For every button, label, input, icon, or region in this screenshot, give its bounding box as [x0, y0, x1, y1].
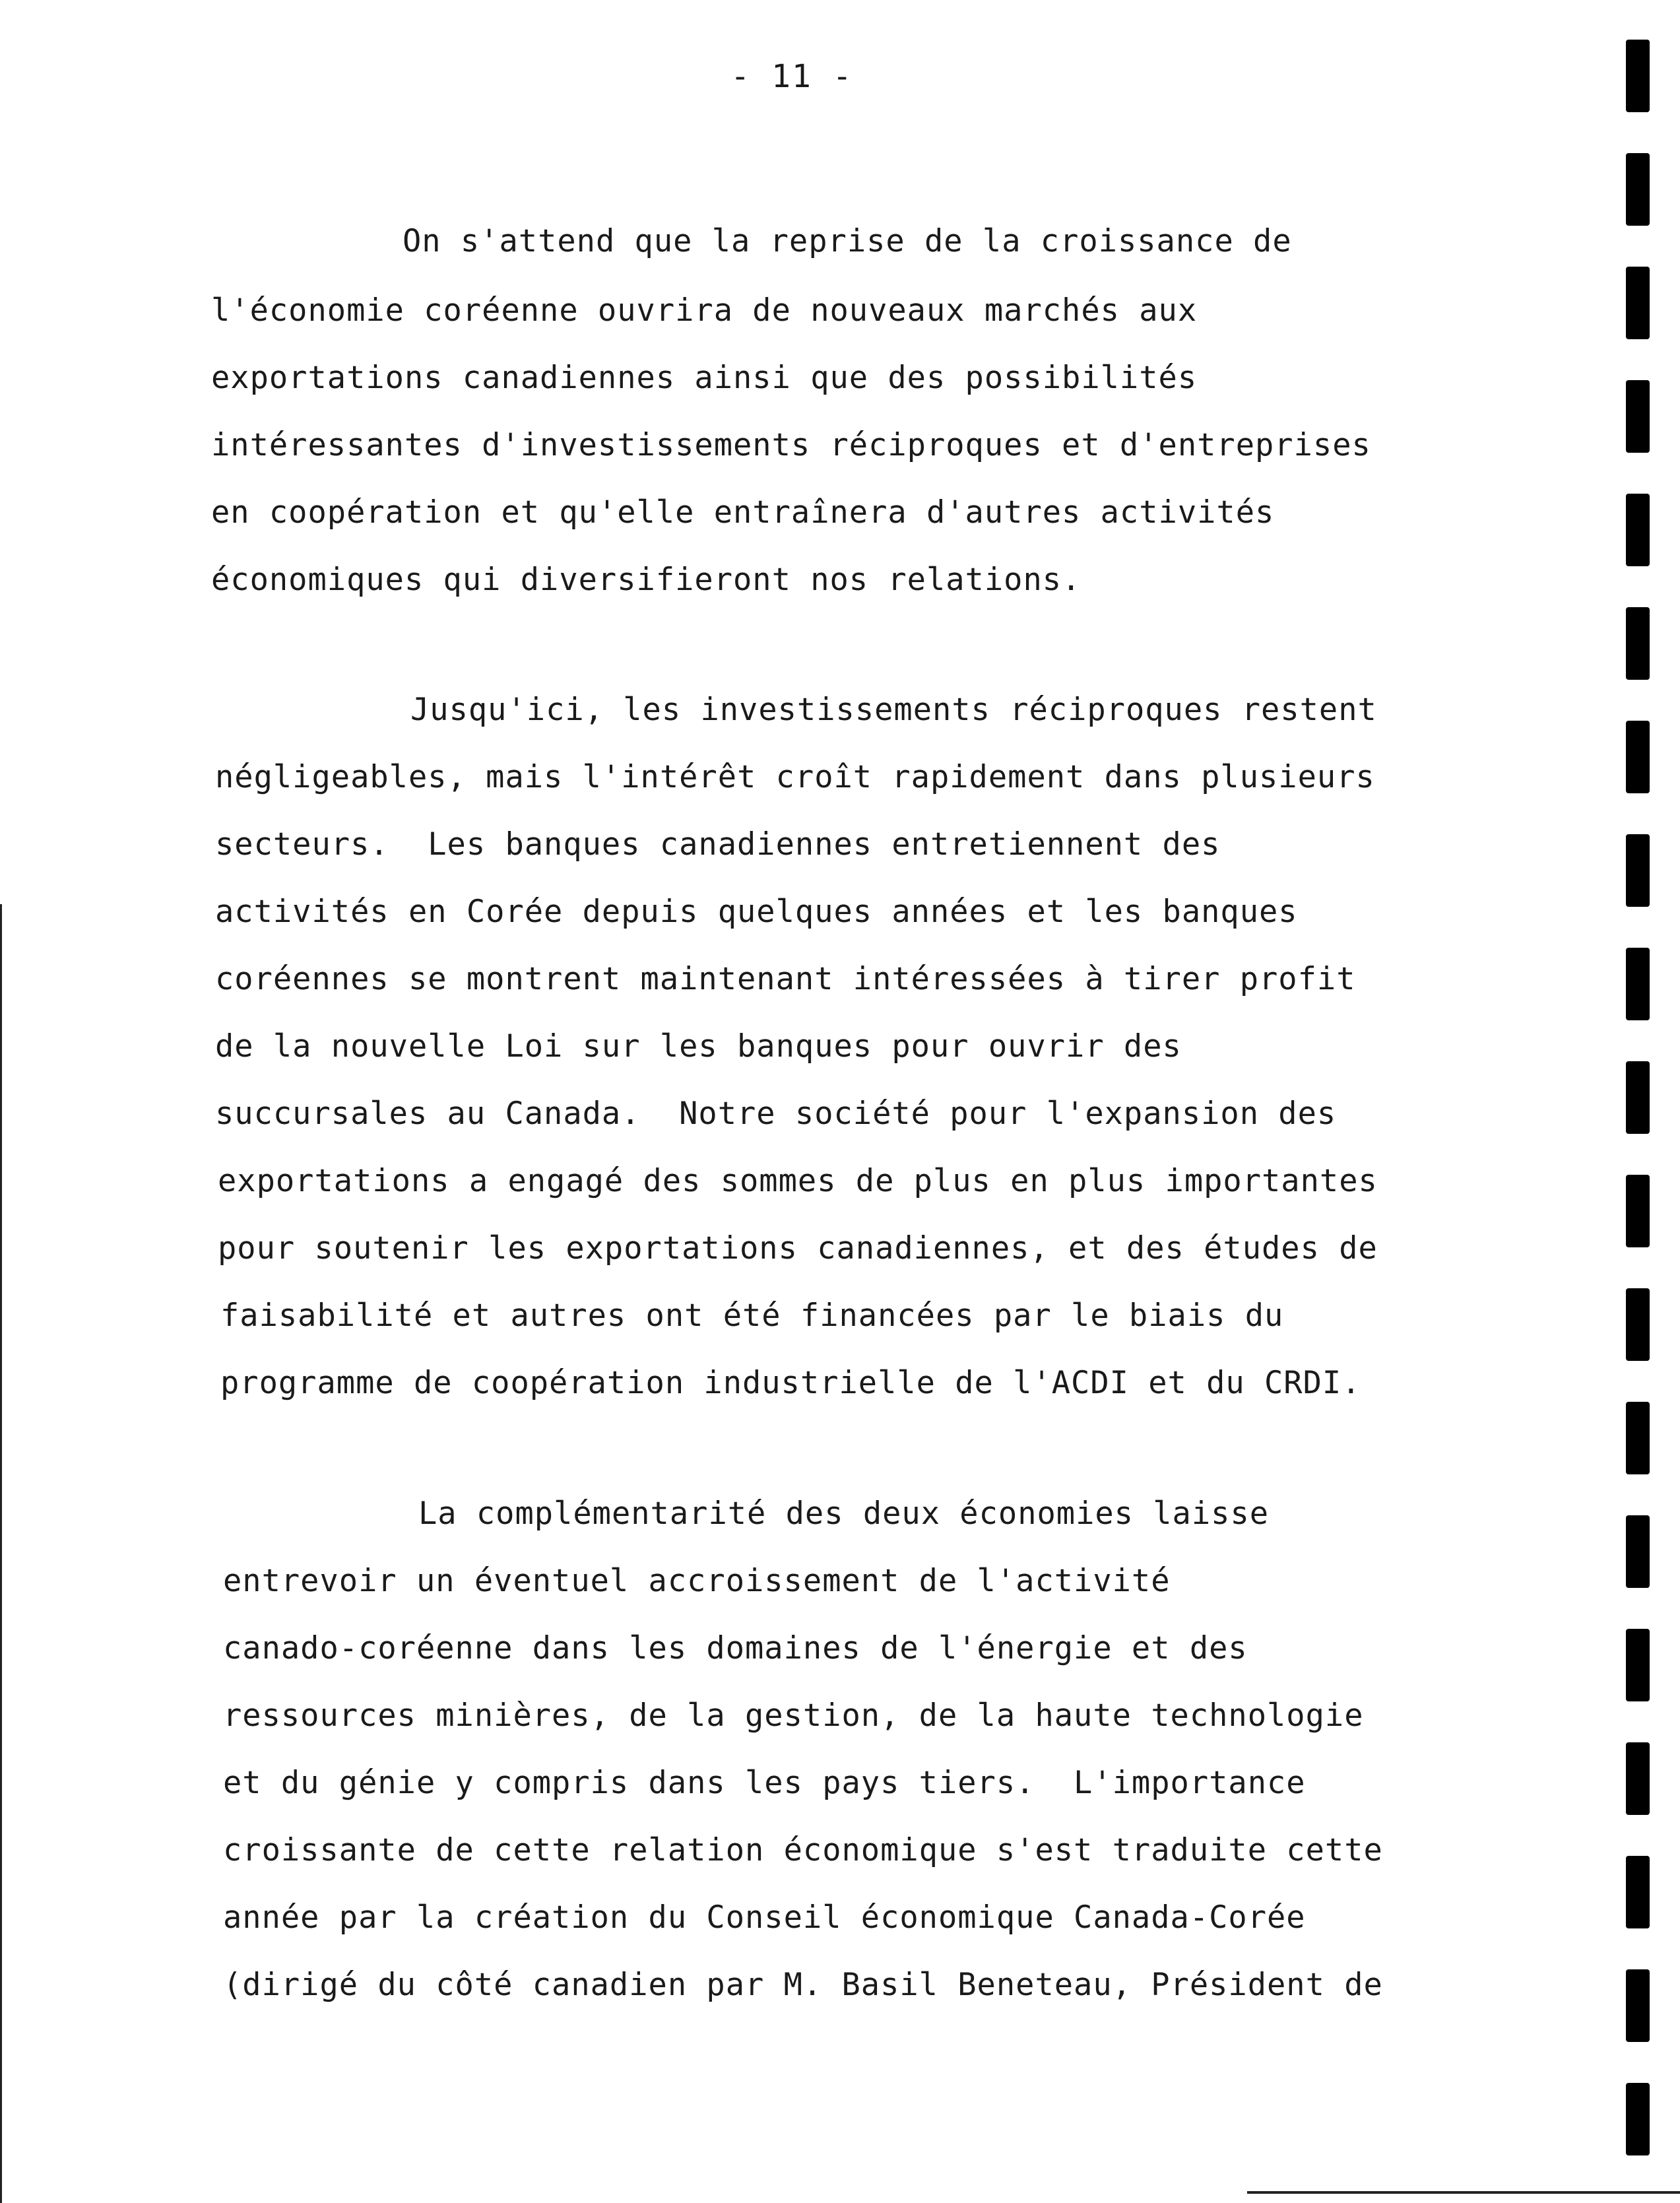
- text-line: pour soutenir les exportations canadiennes, et des études de: [218, 1230, 1378, 1266]
- binding-mark: [1626, 494, 1650, 566]
- binding-mark: [1626, 1969, 1650, 2042]
- binding-mark: [1626, 1742, 1650, 1815]
- page-number: - 11 -: [730, 58, 853, 95]
- binding-marks: [1601, 0, 1680, 2203]
- text-line: (dirigé du côté canadien par M. Basil Beneteau, Président de: [223, 1967, 1383, 2003]
- text-line: La complémentarité des deux économies laisse: [418, 1496, 1270, 1532]
- text-line: programme de coopération industrielle de l'ACDI et du CRDI.: [220, 1365, 1361, 1401]
- text-line: activités en Corée depuis quelques années et les banques: [215, 894, 1298, 930]
- text-line: ressources minières, de la gestion, de la haute technologie: [223, 1697, 1364, 1734]
- text-line: succursales au Canada. Notre société pour l'expansion des: [215, 1096, 1337, 1132]
- binding-mark: [1626, 2083, 1650, 2155]
- text-line: canado-coréenne dans les domaines de l'énergie et des: [223, 1630, 1248, 1666]
- text-line: coréennes se montrent maintenant intéressées à tirer profit: [215, 961, 1356, 997]
- text-line: de la nouvelle Loi sur les banques pour ouvrir des: [215, 1028, 1182, 1065]
- binding-mark: [1626, 267, 1650, 339]
- binding-mark: [1626, 1856, 1650, 1928]
- text-line: et du génie y compris dans les pays tiers. L'importance: [223, 1765, 1306, 1801]
- binding-mark: [1626, 1175, 1650, 1247]
- binding-mark: [1626, 1629, 1650, 1701]
- text-line: exportations a engagé des sommes de plus en plus importantes: [218, 1163, 1378, 1199]
- binding-mark: [1626, 721, 1650, 793]
- text-line: exportations canadiennes ainsi que des possibilités: [211, 360, 1198, 396]
- text-line: négligeables, mais l'intérêt croît rapidement dans plusieurs: [215, 759, 1375, 795]
- binding-mark: [1626, 948, 1650, 1020]
- binding-mark: [1626, 1061, 1650, 1134]
- binding-mark: [1626, 1288, 1650, 1361]
- text-line: croissante de cette relation économique s'est traduite cette: [223, 1832, 1383, 1868]
- text-line: en coopération et qu'elle entraînera d'autres activités: [211, 494, 1275, 531]
- text-line: économiques qui diversifieront nos relations.: [211, 562, 1082, 598]
- text-line: intéressantes d'investissements réciproques et d'entreprises: [211, 427, 1371, 463]
- text-line: l'économie coréenne ouvrira de nouveaux marchés aux: [211, 292, 1198, 329]
- text-line: faisabilité et autres ont été financées par le biais du: [220, 1298, 1284, 1334]
- text-line: On s'attend que la reprise de la croissance de: [403, 223, 1292, 259]
- binding-mark: [1626, 380, 1650, 453]
- binding-mark: [1626, 834, 1650, 907]
- binding-mark: [1626, 153, 1650, 226]
- text-line: année par la création du Conseil économique Canada-Corée: [223, 1899, 1306, 1936]
- binding-mark: [1626, 1402, 1650, 1474]
- binding-mark: [1626, 40, 1650, 112]
- binding-mark: [1626, 607, 1650, 680]
- binding-mark: [1626, 1515, 1650, 1588]
- text-line: Jusqu'ici, les investissements réciproques restent: [410, 692, 1377, 728]
- scan-edge-left: [0, 904, 2, 2203]
- text-line: secteurs. Les banques canadiennes entretiennent des: [215, 826, 1221, 863]
- text-line: entrevoir un éventuel accroissement de l'activité: [223, 1563, 1171, 1599]
